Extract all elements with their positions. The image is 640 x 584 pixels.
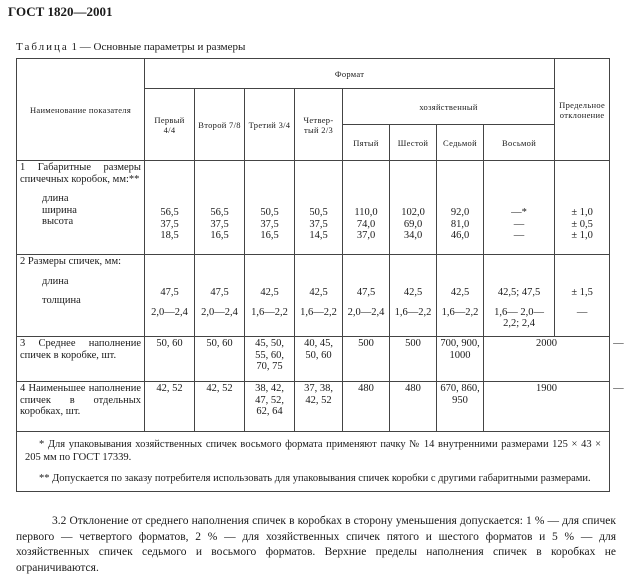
footnote-1: * Для упаковывания хозяйственных спичек восьмого формата применяют пачку № 14 внутренними размерами 125 × 43 × 205 мм по ГОСТ 17339.	[25, 439, 602, 463]
header-col-sixth: Шестой	[390, 125, 437, 161]
caption-text: 1 — Основные параметры и размеры	[71, 41, 246, 53]
row1-col8: —* — —	[484, 161, 555, 255]
row1-deviation: ± 1,0 ± 0,5 ± 1,0	[555, 161, 610, 255]
row2-label-cell	[17, 255, 145, 337]
table-notes	[17, 432, 610, 492]
row1-col3: 50,5 37,5 16,5	[245, 161, 295, 255]
row3-label: 3 Среднее наполнение спичек в коробке, шт.	[17, 337, 145, 382]
row4-label: 4 Наименьшее наполнение спичек в отдельных коробках, шт.	[17, 382, 145, 432]
header-format: Формат	[145, 59, 555, 89]
row1-col2: 56,5 37,5 16,5	[195, 161, 245, 255]
row1-label: 1 Габаритные размеры спичечных коробок, мм:**	[20, 162, 141, 185]
sublabel-match-length: длина	[42, 275, 69, 287]
caption-prefix: Таблица	[16, 41, 69, 53]
row3-col5: 500	[343, 337, 390, 382]
header-col-first: Первый 4/4	[145, 89, 195, 161]
sublabel-height: высота	[42, 216, 74, 227]
clause-3-2-text: 3.2 Отклонение от среднего наполнения спичек в коробках в сторону уменьшения допускается: 1 % — для спичек первого — четвертого форматов, 2 % — для хозяйственных спичек пятого и шестого форматов и 5 % — для хозяйственных спичек седьмого и восьмого форматов. Верхние пределы наполнения спичек в коробках не ограничиваются.	[16, 515, 616, 574]
clause-3-2	[16, 514, 616, 576]
row1-col1: 56,5 37,5 18,5	[145, 161, 195, 255]
sublabel-width: ширина	[42, 204, 77, 216]
row2-col8: 42,5; 47,5 1,6— 2,0— 2,2; 2,4	[484, 255, 555, 337]
header-deviation: Предельное отклонение	[555, 59, 610, 161]
row2-col5: 47,5 2,0—2,4	[343, 255, 390, 337]
table-caption	[16, 41, 245, 53]
row2-deviation: ± 1,5 —	[555, 255, 610, 337]
row4-col7: 670, 860, 950	[437, 382, 484, 432]
standard-header: ГОСТ 1820—2001	[8, 4, 113, 19]
row2-col6: 42,5 1,6—2,2	[390, 255, 437, 337]
row2-col3: 42,5 1,6—2,2	[245, 255, 295, 337]
header-col-fourth: Четвер-тый 2/3	[295, 89, 343, 161]
row1-col7: 92,0 81,0 46,0	[437, 161, 484, 255]
row2-col7: 42,5 1,6—2,2	[437, 255, 484, 337]
row3-col3: 45, 50, 55, 60, 70, 75	[245, 337, 295, 382]
row4-col2: 42, 52	[195, 382, 245, 432]
row3-col2: 50, 60	[195, 337, 245, 382]
row3-col6: 500	[390, 337, 437, 382]
sublabel-length: длина	[42, 193, 69, 204]
row3-col1: 50, 60	[145, 337, 195, 382]
row4-col4: 37, 38, 42, 52	[295, 382, 343, 432]
header-col-third: Третий 3/4	[245, 89, 295, 161]
row1-col4: 50,5 37,5 14,5	[295, 161, 343, 255]
header-col-fifth: Пятый	[343, 125, 390, 161]
row4-col5: 480	[343, 382, 390, 432]
header-household: хозяйственный	[343, 89, 555, 125]
row2-sublabels	[20, 276, 141, 307]
row1-col5: 110,0 74,0 37,0	[343, 161, 390, 255]
row1-col6: 102,0 69,0 34,0	[390, 161, 437, 255]
row4-col1: 42, 52	[145, 382, 195, 432]
header-col-eighth: Восьмой	[484, 125, 555, 161]
footnote-2: ** Допускается по заказу потребителя использовать для упаковывания спичек коробки с другими габаритными размерами.	[39, 473, 591, 484]
row1-sublabels	[20, 193, 141, 228]
row4-col3: 38, 42, 47, 52, 62, 64	[245, 382, 295, 432]
row3-col4: 40, 45, 50, 60	[295, 337, 343, 382]
header-col-seventh: Седьмой	[437, 125, 484, 161]
row4-col6: 480	[390, 382, 437, 432]
parameters-table: Наименование показателя Формат Предельное отклонение Первый 4/4 Второй 7/8 Третий 3/4 Четвер-тый 2/3 хозяйственный Пятый Шестой Седьмой Восьмой 1 Габаритные размеры спичечных коробок, мм:** длина ширина высота 56,5 37,5 18,5 56,5 37,5 16,5 50,5 37,5 16,5 50,5 37,5 14,5 110,0 74,0 37,0 102,0 69,0 34,0 92,0 81,0 46,0 —* — — ± 1,0 ± 0,5 ± 1,0 2 Размеры спичек, мм: длина толщина 47,5 2,0—2,4 47,5 2,0—2,4 42,5 1,6—2,2 42,5 1,6—2,2 47,5 2,0—2,4 42,5 1,6—2,2 42,5 1,6—2,2 42,5; 47,5 1,6— 2,0— 2,2; 2,4 ± 1,5 — 3 Среднее наполнение спичек в коробке, шт. 50, 60 50, 60 45, 50, 55, 60, 70, 75 40, 45, 50, 60 500 500 700, 900, 1000 2000 — 4 Наименьшее наполнение спичек в отдельных коробках, шт. 42, 52 42, 52 38, 42, 47, 52, 62, 64 37, 38, 42, 52 480 480 670, 860, 950 1900 — * Для упаковывания хозяйственных спичек восьмого формата применяют пачку № 14 внутренними размерами 125 × 43 × 205 мм по ГОСТ 17339. ** Допускается по заказу потребителя использовать для упаковывания спичек коробки с другими габаритными размерами.	[16, 58, 610, 492]
row2-label: 2 Размеры спичек, мм:	[20, 256, 122, 267]
header-col-second: Второй 7/8	[195, 89, 245, 161]
sublabel-thickness: толщина	[42, 295, 81, 306]
row2-col4: 42,5 1,6—2,2	[295, 255, 343, 337]
row3-col7: 700, 900, 1000	[437, 337, 484, 382]
row3-col8: 2000	[484, 337, 610, 382]
header-name: Наименование показателя	[17, 59, 145, 161]
row2-col2: 47,5 2,0—2,4	[195, 255, 245, 337]
row4-col8: 1900	[484, 382, 610, 432]
row1-label-cell	[17, 161, 145, 255]
row2-col1: 47,5 2,0—2,4	[145, 255, 195, 337]
